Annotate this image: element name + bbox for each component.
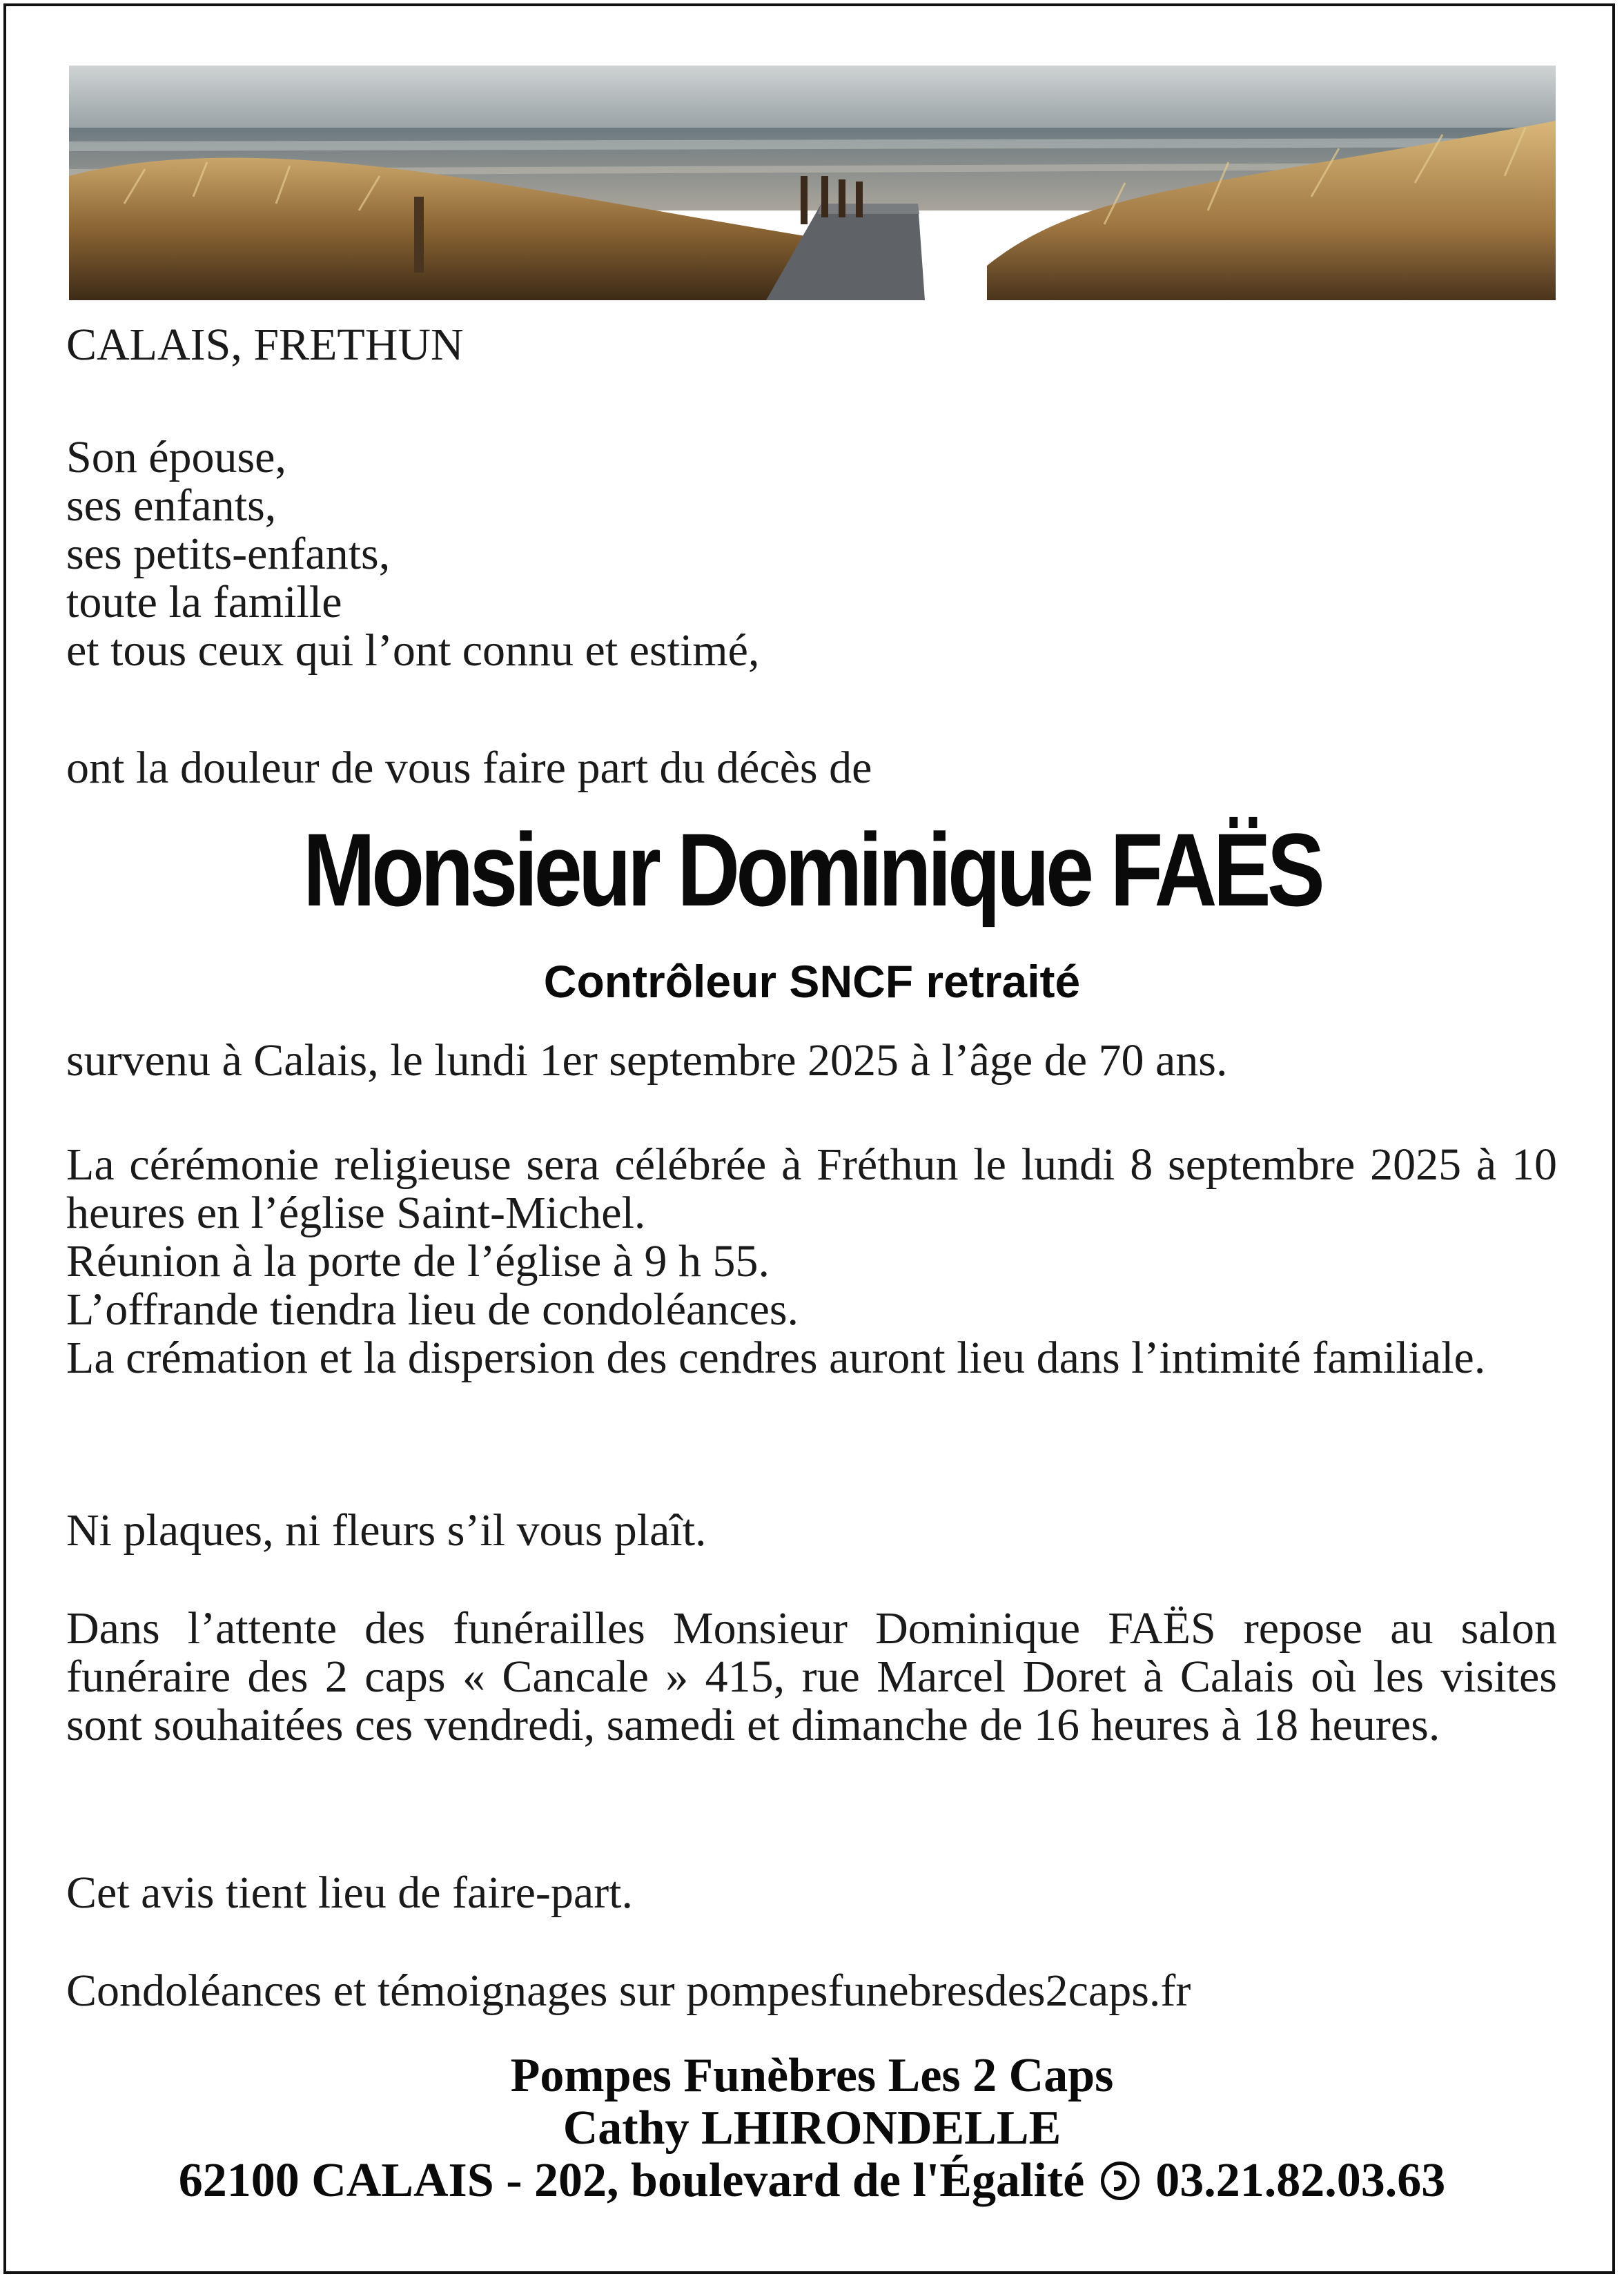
condolences-text: Condoléances et témoignages sur pompesfunebresdes2caps.fr bbox=[66, 1966, 1191, 2016]
family-list bbox=[66, 433, 1557, 675]
death-details: survenu à Calais, le lundi 1er septembre 2025 à l’âge de 70 ans. bbox=[66, 1035, 1228, 1086]
beach-dunes-photo bbox=[69, 66, 1556, 300]
family-line: Son épouse, bbox=[66, 432, 286, 482]
family-line: et tous ceux qui l’ont connu et estimé, bbox=[66, 625, 760, 676]
deceased-title: Contrôleur SNCF retraité bbox=[543, 956, 1081, 1007]
meeting-text: Réunion à la porte de l’église à 9 h 55. bbox=[66, 1236, 770, 1286]
phone-icon bbox=[1101, 2162, 1139, 2200]
notice-text: Cet avis tient lieu de faire-part. bbox=[66, 1868, 634, 1918]
funeral-home-footer bbox=[0, 2050, 1624, 2207]
ceremony-block bbox=[66, 1141, 1557, 1382]
announcement-text: ont la douleur de vous faire part du décès de bbox=[66, 743, 872, 793]
no-flowers-text: Ni plaques, ni fleurs s’il vous plaît. bbox=[66, 1505, 707, 1556]
deceased-name: Monsieur Dominique FAËS bbox=[303, 812, 1321, 928]
family-line: ses enfants, bbox=[66, 480, 277, 531]
family-line: ses petits-enfants, bbox=[66, 529, 391, 579]
address-line bbox=[0, 2155, 1624, 2207]
cremation-text: La crémation et la dispersion des cendres auront lieu dans l’intimité familiale. bbox=[66, 1333, 1486, 1383]
company-name: Pompes Funèbres Les 2 Caps bbox=[510, 2049, 1114, 2102]
contact-name: Cathy LHIRONDELLE bbox=[562, 2101, 1062, 2155]
phone-number[interactable]: 03.21.82.03.63 bbox=[1155, 2154, 1446, 2207]
offering-text: L’offrande tiendra lieu de condoléances. bbox=[66, 1284, 799, 1335]
ceremony-text: La cérémonie religieuse sera célébrée à Fréthun le lundi 8 septembre 2025 à 10 heures en l’église Saint-Michel. bbox=[66, 1139, 1557, 1238]
family-line: toute la famille bbox=[66, 577, 342, 627]
banner-image bbox=[69, 66, 1556, 300]
location-heading: CALAIS, FRETHUN bbox=[66, 320, 464, 370]
visitation-text: Dans l’attente des funérailles Monsieur Dominique FAËS repose au salon funéraire des 2 caps « Cancale » 415, rue Marcel Doret à Calais où les visites sont souhaitées ces vendredi, samedi et dimanche de 16 heures à 18 heures. bbox=[66, 1603, 1557, 1750]
address-text: 62100 CALAIS - 202, boulevard de l'Égalité bbox=[178, 2154, 1085, 2207]
